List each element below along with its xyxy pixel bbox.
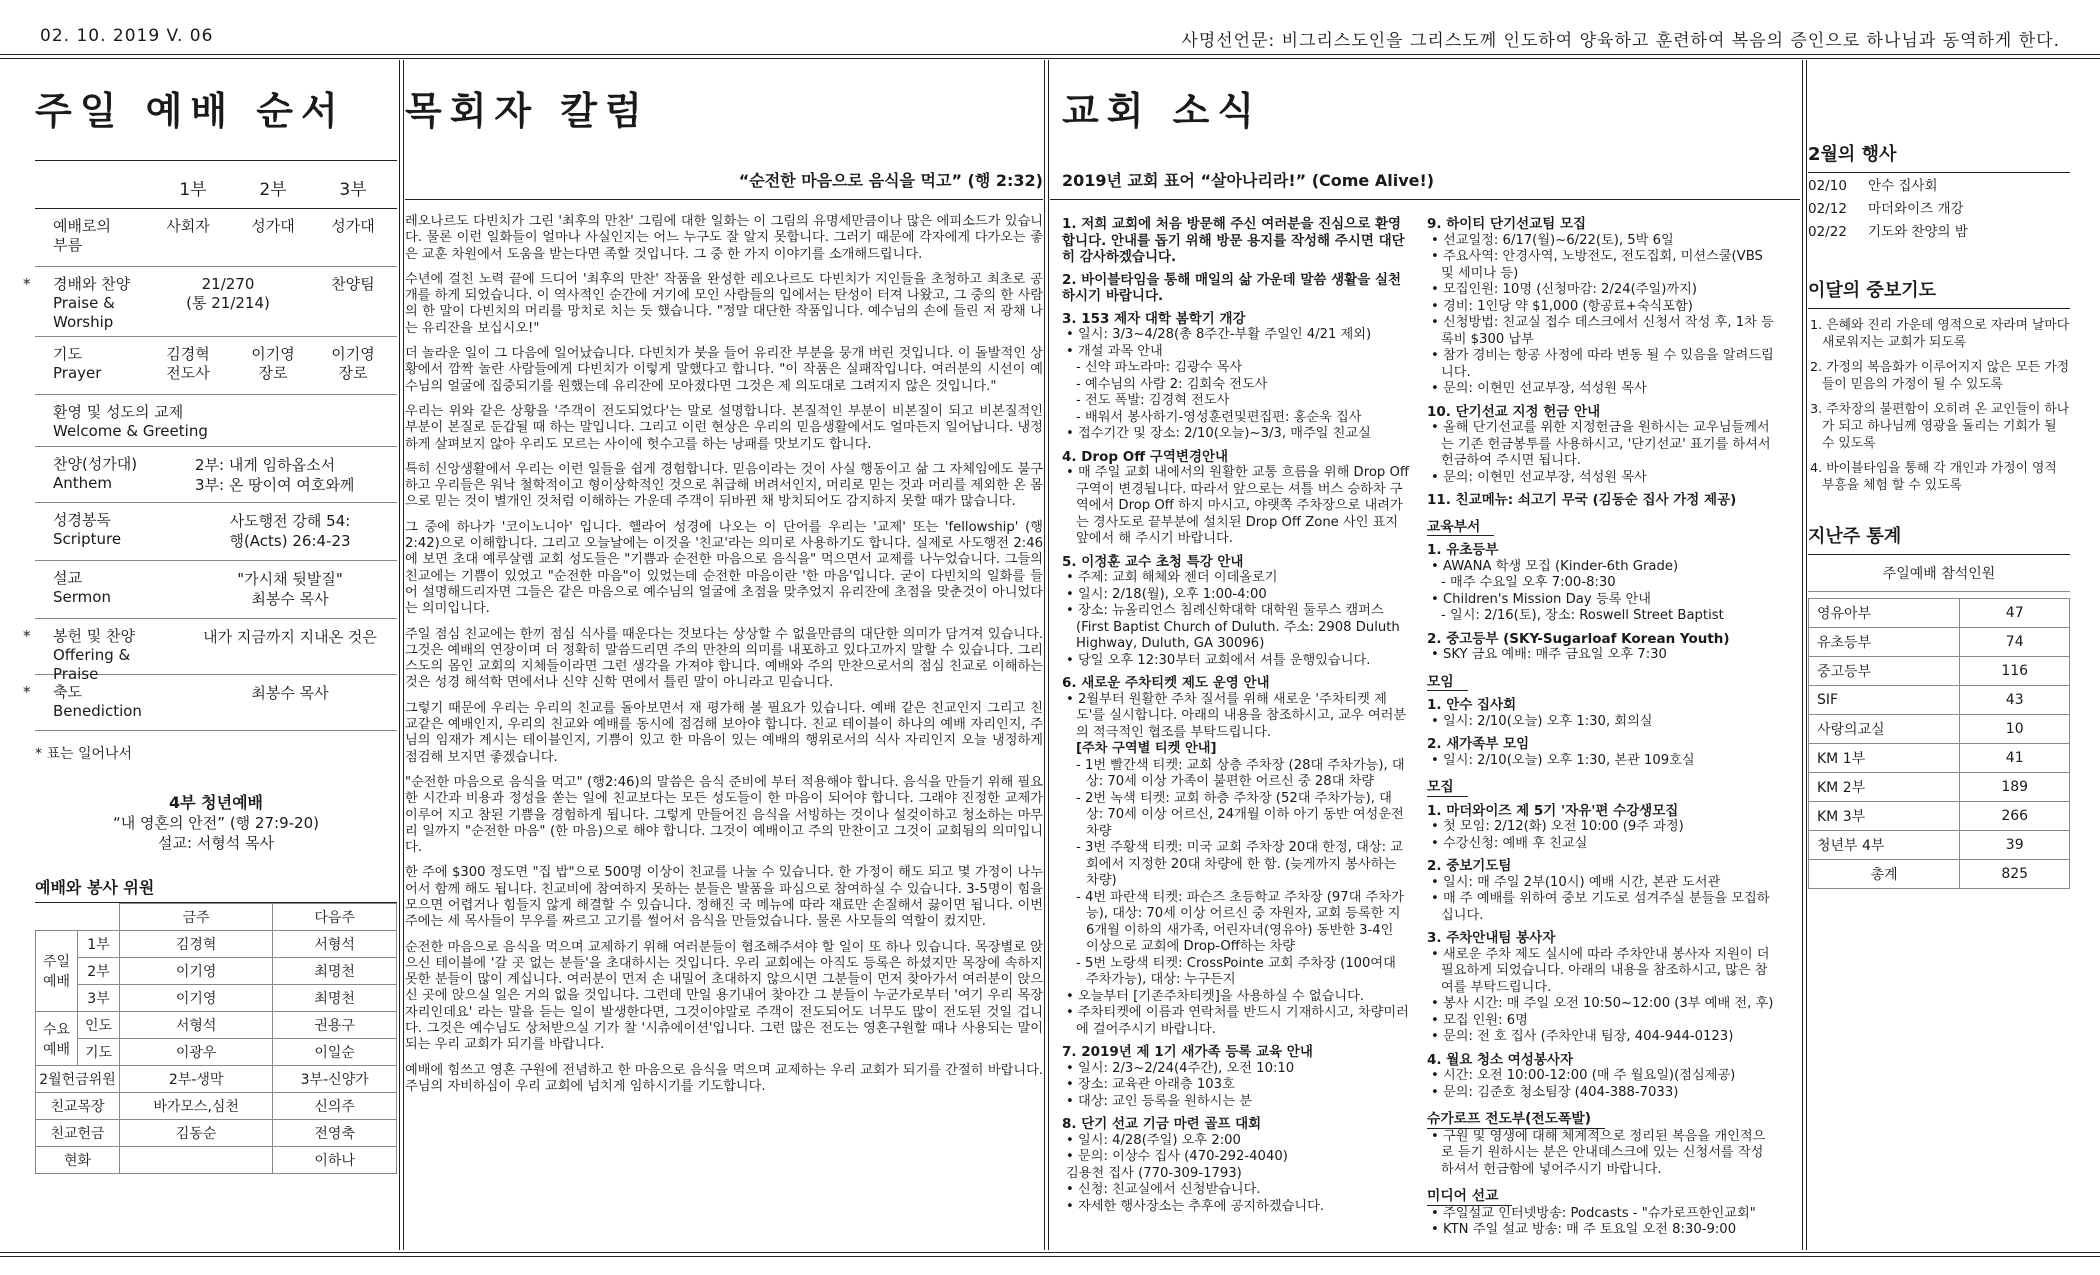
worship-item-name: 기도 Prayer — [53, 345, 102, 382]
news-bullet: • 참가 경비는 항공 사정에 따라 변동 될 수 있음을 알려드립니다. — [1431, 348, 1774, 380]
event-name: 기도와 찬양의 밤 — [1868, 224, 1968, 240]
news-section-title: 슈가로프 전도부(전도폭발) — [1427, 1111, 1605, 1129]
news-bullet: - 3번 주황색 티켓: 미국 교회 주차장 20대 한정, 대상: 교회에서 지정한 20대 차량에 한 함. (늦게까지 봉사하는 차량) — [1076, 840, 1403, 888]
column-paragraph: 그 중에 하나가 '코이노니아' 입니다. 헬라어 성경에 나오는 이 단어를 우리는 '교제' 또는 'fellowship' (행 2:42)으로 이해합니다. 그리고 오늘날에는 이것을 '친교'라는 의미로 사용하기도 합니다. 실제로 사도행전 2:46에 보면 초대 예루살렘 교회 성도들은 "기쁨과 순전한 마음으로 음식을" 먹으면서 교제를 나누었습니다. 그들의 친교에는 기쁨이 있었고 "순전한 마음"이 있었는데 순전한 마음이란 '한 마음'입니다. 굳이 다빈치의 일화를 들어 설명해드리자면 그들은 같은 마음으로 예수님의 얼굴에 초점을 맞추었지 유리잔에 초점을 맞춘것이 아니었다는 의미입니다. — [405, 519, 1043, 617]
worship-leader-1: 사회자 — [166, 217, 210, 235]
worship-title: 주일 예배 순서 — [35, 89, 346, 133]
news-bullet: • 오늘부터 [기존주차티켓]을 사용하실 수 없습니다. — [1066, 988, 1365, 1004]
worship-leader-2: 성가대 — [251, 217, 295, 235]
column-paragraph: 수년에 걸친 노력 끝에 드디어 '최후의 만찬' 작품을 완성한 레오나르도 다빈치가 지인들을 초청하고 최초로 공개를 하게 되었습니다. 이 역사적인 순간에 거기에 모인 사람들의 입에서는 탄성이 터져 나왔고, 그 중의 한 사람의 한 말이 다빈치의 머리를 망치로 치는 듯 했습니다. "정말 대단한 작품입니다. 예수님의 손에 들린 저 광채 나는 유리잔을 보십시오!" — [405, 271, 1043, 336]
news-bullet: • 올해 단기선교를 위한 지정헌금을 원하시는 교우님들께서는 기존 헌금봉투를 사용하시고, '단기선교' 표기를 하셔서 헌금하여 주시면 됩니다. — [1431, 420, 1771, 468]
staff-this-week: 김동순 — [120, 1120, 273, 1147]
news-bullet: • AWANA 학생 모집 (Kinder-6th Grade) — [1431, 558, 1679, 574]
news-bullet: - 배워서 봉사하기-영성훈련및편집편: 홍순욱 집사 — [1076, 409, 1362, 425]
youth-preacher: 설교: 서형석 목사 — [157, 834, 275, 852]
staff-next-week: 최명천 — [273, 958, 397, 985]
news-bullet: • 일시: 2/10(오늘) 오후 1:30, 회의실 — [1431, 713, 1653, 729]
news-bullet: • 주일설교 인터넷방송: Podcasts - "슈가로프한인교회" — [1431, 1205, 1756, 1221]
staff-next-week: 최명천 — [273, 985, 397, 1012]
news-bullet: • 장소: 뉴올리언스 침례신학대학 대학원 둘루스 캠퍼스 (First Baptist Church of Duluth. 주소: 2908 Duluth Highway, Duluth, GA 30096) — [1066, 603, 1400, 651]
worship-item-detail: 2부: 내게 임하옵소서 3부: 온 땅이여 여호와께 — [195, 456, 355, 494]
news-item-title: 1. 유초등부 — [1427, 542, 1499, 558]
header-rule — [0, 58, 2100, 59]
news-item-title: 1. 마더와이즈 제 5기 '자유'편 수강생모집 — [1427, 802, 1679, 819]
stats-value: 116 — [1960, 657, 2070, 686]
worship-row — [23, 675, 397, 731]
worship-rows — [23, 209, 397, 731]
staff-this-week: 2부-생막 — [120, 1066, 273, 1093]
events-title: 2월의 행사 — [1808, 140, 2070, 173]
stats-label: 총계 — [1809, 860, 1960, 889]
pastor-column — [405, 60, 1043, 1250]
issue-date: 02. 10. 2019 V. 06 — [40, 26, 214, 46]
column-paragraph: 레오나르도 다빈치가 그린 '최후의 만찬' 그림에 대한 일화는 이 그림의 유명세만큼이나 많은 에피소드가 있습니다. 물론 이런 일화들이 얼마나 사실인지는 어느 누구도 잘 알지 못합니다. 그러기 때문에 각자에게 다가오는 좋은 교훈 차원에서 도움을 받는다면 족할 것입니다. 그 중 한 가지 이야기를 소개해드립니다. — [405, 214, 1043, 262]
staff-group: 수요 예배 — [36, 1012, 78, 1066]
news-bullet: • 당일 오후 12:30부터 교회에서 셔틀 운행있습니다. — [1066, 652, 1371, 668]
news-bullet: • 첫 모임: 2/12(화) 오전 10:00 (9주 과정) — [1431, 819, 1684, 834]
worship-row — [23, 619, 397, 683]
worship-leader-3: 성가대 — [331, 217, 375, 235]
mission-statement: 사명선언문: 비그리스도인을 그리스도께 인도하여 양육하고 훈련하여 복음의 증인으로 하나님과 동역하게 한다. — [1181, 31, 2060, 51]
worship-item-name: 환영 및 성도의 교제 Welcome & Greeting — [53, 403, 208, 440]
news-item-title: 9. 하이티 단기선교팀 모집 — [1427, 216, 1587, 232]
stats-value: 266 — [1960, 802, 2070, 831]
staff-header-blank — [36, 904, 78, 931]
news-item-title: 4. 월요 청소 여성봉사자 — [1427, 1051, 1573, 1068]
news-item-title: 2. 새가족부 모임 — [1427, 736, 1530, 752]
standing-marker: * — [23, 683, 31, 701]
worship-item-name: 찬양(성가대) Anthem — [53, 455, 138, 492]
news-subheading: [주차 구역별 티켓 안내] — [1076, 741, 1217, 756]
news-bullet: • 주제: 교회 해체와 젠더 이데올로기 — [1066, 570, 1278, 585]
prayer-item: 4. 바이블타임을 통해 각 개인과 가정이 영적 부흥을 체험 할 수 있도록 — [1810, 461, 2057, 493]
stats-table — [1808, 598, 2070, 889]
news-title: 교회 소식 — [1062, 89, 1263, 133]
header-bar — [0, 0, 2100, 50]
youth-title: 4부 청년예배 — [169, 793, 263, 812]
column-paragraph: 주일 점심 친교에는 한끼 점심 식사를 때운다는 것보다는 상상할 수 없을만큼의 대단한 의미가 담겨져 있습니다. 그것은 예배의 연장이며 더 정확히 말씀드리면 주의 만찬의 의미를 내포하고 있다고까지 말할 수 있습니다. 그리스도의 몸인 교회의 지체들이라면 그런 생각을 가져야 합니다. 예배와 주의 만찬으로서의 점심 친교로 이해하는 것은 성경 해석학 면에서나 신약 신학 면에서 틀린 말이 아니라고 믿습니다. — [405, 626, 1043, 691]
staff-next-week: 신의주 — [273, 1093, 397, 1120]
news-bullet: - 신약 파노라마: 김광수 목사 — [1076, 360, 1243, 375]
worship-item-detail: "가시채 뒷발질" 최봉수 목사 — [237, 570, 343, 608]
standing-marker: * — [23, 627, 31, 645]
column-paragraph: 우리는 위와 같은 상황을 '주객이 전도되었다'는 말로 설명합니다. 본질적인 부분이 비본질이 되고 비본질적인 부분이 본질로 둔갑될 때 하는 말입니다. 그리고 이런 현상은 우리의 믿음생활에서도 얼마든지 일어납니다. 냉정하게 살펴보지 않아 우리도 모르는 사이에 헛수고를 하는 낭패를 맛보기도 합니다. — [405, 403, 1043, 452]
youth-sermon-title: “내 영혼의 안전” (행 27:9-20) — [113, 814, 319, 832]
worship-row — [35, 561, 397, 619]
news-bullet: • 주차티켓에 이름과 연락처를 반드시 기재하시고, 차량미러에 걸어주시기 바랍니다. — [1066, 1005, 1409, 1037]
staff-row — [36, 1147, 397, 1174]
prayer-item: 1. 은혜와 진리 가운데 영적으로 자라며 날마다 새로워지는 교회가 되도록 — [1810, 318, 2070, 350]
staff-this-week: 서형석 — [120, 1012, 273, 1039]
header-rule — [0, 54, 2100, 55]
worship-hymn: 21/270 (통 21/214) — [186, 275, 270, 312]
news-item-title: 3. 주차안내팀 봉사자 — [1427, 930, 1556, 946]
event-name: 안수 집사회 — [1868, 178, 1938, 194]
column-body — [405, 200, 1043, 1095]
standing-marker: * — [23, 275, 31, 293]
staff-sub: 2부 — [78, 958, 120, 985]
news-bullet: • 문의: 김준호 청소팀장 (404-388-7033) — [1431, 1084, 1679, 1100]
worship-item-name: 예배로의 부름 — [53, 217, 111, 254]
staff-row — [36, 985, 397, 1012]
stats-row — [1809, 860, 2070, 889]
news-item-title: 1. 저희 교회에 처음 방문해 주신 여러분을 진심으로 환영합니다. 안내를 돕기 위해 방문 용지를 작성해 주시면 대단히 감사하겠습니다. — [1062, 216, 1405, 265]
news-bullet: • 모집 인원: 6명 — [1431, 1012, 1528, 1028]
news-bullet: - 매주 수요일 오후 7:00-8:30 — [1441, 575, 1616, 590]
stats-value: 10 — [1960, 715, 2070, 744]
staff-header-cell: 다음주 — [273, 904, 397, 931]
news-bullet: • Children's Mission Day 등록 안내 — [1431, 591, 1651, 607]
news-item-title: 2. 바이블타임을 통해 매일의 삶 가운데 말씀 생활을 실천하시기 바랍니다. — [1062, 271, 1402, 304]
news-section-title: 교육부서 — [1427, 519, 1494, 537]
news-bullet: • 봉사 시간: 매 주일 오전 10:50~12:00 (3부 예배 전, 후) — [1431, 996, 1774, 1011]
stats-row — [1809, 802, 2070, 831]
news-item-title: 5. 이정훈 교수 초청 특강 안내 — [1062, 553, 1244, 570]
staff-row — [36, 931, 397, 958]
worship-order-column — [23, 60, 397, 1250]
column-paragraph: 특히 신앙생활에서 우리는 이런 일들을 쉽게 경험합니다. 믿음이라는 것이 사실 행동이고 삶 그 자체임에도 불구하고 우리들은 워낙 철학적이고 형이상학적인 것으로 취급해 버려서인지, 머리로 믿는 것과 머리를 제외한 온 몸으로 믿는 것이 별개인 것처럼 이해하는 가운데 주객이 뒤바뀐 채 방치되어도 감지하지 못할 때가 많습니다. — [405, 461, 1043, 510]
event-row — [1808, 196, 2070, 219]
stats-label: 유초등부 — [1809, 628, 1960, 657]
stats-label: 영유아부 — [1809, 599, 1960, 628]
news-section-title: 모집 — [1427, 779, 1468, 797]
stats-row — [1809, 628, 2070, 657]
worship-leader-3: 찬양팀 — [331, 275, 375, 293]
stats-row — [1809, 686, 2070, 715]
stats-label: 청년부 4부 — [1809, 831, 1960, 860]
news-item-title: 7. 2019년 제 1기 새가족 등록 교육 안내 — [1062, 1044, 1313, 1060]
footer-rule — [0, 1256, 2100, 1257]
column-title: 목회자 칼럼 — [405, 89, 650, 133]
worship-leader-2: 이기영 장로 — [251, 345, 295, 382]
event-date: 02/22 — [1808, 224, 1847, 240]
column-paragraph: 예배에 힘쓰고 영혼 구원에 전념하고 한 마음으로 음식을 먹으며 교제하는 우리 교회가 되기를 간절히 바랍니다. 주님의 자비하심이 우리 교회에 넘치게 임하시기를 기도합니다. — [405, 1062, 1043, 1094]
staff-sub: 1부 — [78, 931, 120, 958]
news-item-title: 1. 안수 집사회 — [1427, 697, 1517, 713]
column-subtitle: “순전한 마음으로 음식을 먹고” (행 2:32) — [738, 171, 1043, 190]
news-bullet: - 전도 폭발: 김경혁 전도사 — [1076, 393, 1230, 408]
worship-leader-1: 김경혁 전도사 — [166, 345, 210, 382]
event-row — [1808, 219, 2070, 242]
sidebar-column — [1808, 60, 2070, 1250]
stats-label: KM 2부 — [1809, 773, 1960, 802]
news-bullet: • 일시: 2/18(월), 오후 1:00-4:00 — [1066, 586, 1267, 602]
stats-label: KM 3부 — [1809, 802, 1960, 831]
news-item-title: 6. 새로운 주차티켓 제도 운영 안내 — [1062, 675, 1270, 691]
staff-row — [36, 1120, 397, 1147]
news-bullet: • 문의: 이상수 집사 (470-292-4040) — [1066, 1149, 1288, 1164]
news-bullet: • SKY 금요 예배: 매주 금요일 오후 7:30 — [1431, 647, 1667, 662]
news-bullet: • 문의: 전 호 집사 (주차안내 팀장, 404-944-0123) — [1431, 1029, 1734, 1044]
news-body — [1050, 200, 1800, 1239]
staff-this-week: 이광우 — [120, 1039, 273, 1066]
event-row — [1808, 173, 2070, 196]
staff-sub: 인도 — [78, 1012, 120, 1039]
staff-next-week: 이일순 — [273, 1039, 397, 1066]
news-bullet: • 경비: 1인당 약 $1,000 (항공료+숙식포함) — [1431, 298, 1693, 314]
staff-next-week: 권용구 — [273, 1012, 397, 1039]
worship-item-name: 경배와 찬양 Praise & Worship — [53, 275, 131, 331]
news-bullet: • 신청방법: 친교실 접수 데스크에서 신청서 작성 후, 1차 등록비 $300 납부 — [1431, 315, 1774, 347]
worship-row — [23, 267, 397, 337]
worship-row — [35, 503, 397, 561]
stats-label: 중고등부 — [1809, 657, 1960, 686]
stats-subtitle: 주일예배 참석인원 — [1808, 555, 2070, 592]
stats-row — [1809, 773, 2070, 802]
news-bullet: - 1번 빨간색 티켓: 교회 상층 주차장 (28대 주차가능), 대상: 70세 이상 가족이 불편한 어르신 중 28대 차량 — [1076, 757, 1405, 789]
news-bullet: • 수강신청: 예배 후 친교실 — [1431, 835, 1588, 851]
prayer-list — [1808, 317, 2070, 494]
news-bullet: • 새로운 주차 제도 실시에 따라 주차안내 봉사자 지원이 더 필요하게 되었습니다. 아래의 내용을 참조하시고, 많은 참여를 부탁드립니다. — [1431, 946, 1770, 995]
news-bullet: • 매 주일 교회 내에서의 원활한 교통 흐름을 위해 Drop Off 구역이 변경됩니다. 따라서 앞으로는 셔틀 버스 승하차 구역에서 Drop Off 하지 마시고, 야랫쪽 주차장으로 내려가는 경사도로 끝부분에 설치된 Drop Off Zone 사인 표지 앞에서 해 주시기 바랍니다. — [1066, 465, 1409, 546]
column-paragraph: "순전한 마음으로 음식을 먹고" (행2:46)의 말씀은 음식 준비에 부터 적용해야 합니다. 음식을 만들기 위해 필요한 시간과 비용과 정성을 쏟는 일에 친교보다는 모든 성도들이 한 마음이 되어야 합니다. 그래야 진정한 교제가 이루어 지고 참된 기쁨을 경험하게 됩니다. 그렇게 만들어진 음식을 서빙하는 것이나 설겆이하고 청소하는 마무리 일까지 "순전한 마음" (한 마음)으로 해야 합니다. 그것이 예배이고 주의 만찬이고 그것이 교회됨의 의미입니다. — [405, 774, 1043, 856]
news-item-title: 8. 단기 선교 기금 마련 골프 대회 — [1062, 1116, 1262, 1132]
prayer-item: 3. 주차장의 불편함이 오히려 온 교인들이 하나가 되고 하나님께 영광을 돌리는 기회가 될 수 있도록 — [1810, 402, 2070, 451]
staff-header-blank — [78, 904, 120, 931]
news-bullet: - 2번 녹색 티켓: 교회 하층 주차장 (52대 주차가능), 대상: 70세 이상 어르신, 24개월 이하 아기 동반 여성운전 차량 — [1076, 790, 1404, 839]
stats-value: 39 — [1960, 831, 2070, 860]
stats-row — [1809, 715, 2070, 744]
column-paragraph: 더 놀라운 일이 그 다음에 일어났습니다. 다빈치가 붓을 들어 유리잔 부분을 뭉개 버린 것입니다. 이 돌발적인 상황에서 깜짝 놀란 사람들에게 다빈치가 이렇게 말했다고 합니다. "이 작품은 실패작입니다. 여러분의 시선이 예수님의 얼굴에 집중되기를 원했는데 유리잔에 모아졌다면 그것은 제 의도대로 그려지지 않은 것입니다." — [405, 346, 1043, 394]
news-bullet: • KTN 주일 설교 방송: 매 주 토요일 오전 8:30-9:00 — [1431, 1222, 1737, 1237]
news-item-title: 3. 153 제자 대학 봄학기 개강 — [1062, 310, 1246, 327]
youth-service — [35, 793, 397, 853]
news-bullet: • 매 주 예배를 위하여 중보 기도로 섬겨주실 분들을 모집하십니다. — [1431, 891, 1770, 923]
staff-header-cell: 금주 — [120, 904, 273, 931]
news-bullet: • 일시: 2/10(오늘) 오후 1:30, 본관 109호실 — [1431, 752, 1695, 768]
news-bullet: • 접수기간 및 장소: 2/10(오늘)~3/3, 매주일 친교실 — [1066, 426, 1371, 441]
worship-item-name: 성경봉독 Scripture — [53, 511, 122, 548]
news-item-title: 2. 중고등부 (SKY-Sugarloaf Korean Youth) — [1427, 630, 1730, 647]
news-bullet: • 선교일정: 6/17(월)~6/22(토), 5박 6일 — [1431, 232, 1674, 248]
news-bullet: • 개설 과목 안내 — [1066, 343, 1163, 359]
staff-this-week: 이기영 — [120, 958, 273, 985]
column-paragraph: 한 주에 $300 정도면 "집 밥"으로 500명 이상이 친교를 나눌 수 있습니다. 한 가정이 해도 되고 몇 가정이 나누어서 함께 해도 됩니다. 친교비에 참여하지 못하는 분들은 발품을 파심으로 참여하실 수 있습니다. 3-5명이 힘을 모으면 어렵거나 힘들지 않게 해결할 수 있습니다. 정해진 국 메뉴에 따라 재료만 손질해서 끓이면 됩니다. 이번 주에는 세 목사들이 무우를 짜르고 고기를 썰어서 음식을 만들었습니다. 물론 사모들의 역할이 컸지만. — [405, 865, 1043, 930]
worship-item-name: 설교 Sermon — [53, 569, 111, 606]
news-bullet: • 자세한 행사장소는 추후에 공지하겠습니다. — [1066, 1198, 1325, 1214]
news-bullet: • 대상: 교인 등록을 원하시는 분 — [1066, 1093, 1253, 1109]
column-divider — [1044, 60, 1049, 1250]
worship-item-name: 봉헌 및 찬양 Offering & Praise — [53, 627, 135, 683]
staff-this-week: 김경혁 — [120, 931, 273, 958]
stats-row — [1809, 831, 2070, 860]
column-divider — [1802, 60, 1807, 1250]
column-divider — [399, 60, 404, 1250]
stats-row — [1809, 744, 2070, 773]
standing-note: * 표는 일어나서 — [35, 746, 133, 762]
staff-next-week: 서형석 — [273, 931, 397, 958]
stats-value: 189 — [1960, 773, 2070, 802]
footer-rule — [0, 1252, 2100, 1253]
stats-title: 지난주 통계 — [1808, 522, 2070, 555]
news-bullet: - 5번 노랑색 티켓: CrossPointe 교회 주차장 (100여대 주차가능), 대상: 누구든지 — [1076, 955, 1396, 987]
staff-role: 친교목장 — [36, 1093, 120, 1120]
news-section-title: 모임 — [1427, 674, 1468, 692]
worship-item-detail: 최봉수 목사 — [251, 684, 329, 702]
prayer-item: 2. 가정의 복음화가 이루어지지 않은 모든 가정들이 믿음의 가정이 될 수 있도록 — [1810, 360, 2070, 392]
worship-row — [35, 395, 397, 447]
news-bullet: • 문의: 이현민 선교부장, 석성원 목사 — [1431, 381, 1647, 396]
worship-item-name: 축도 Benediction — [53, 683, 142, 720]
news-item-title: 10. 단기선교 지정 헌금 안내 — [1427, 403, 1601, 420]
worship-item-detail: 사도행전 강해 54: 행(Acts) 26:4-23 — [229, 512, 351, 550]
staff-sub: 기도 — [78, 1039, 120, 1066]
staff-this-week — [120, 1147, 273, 1174]
news-bullet: • 구원 및 영생에 대해 체계적으로 정리된 복음을 개인적으로 듣기 원하시는 분은 안내데스크에 있는 신청서를 작성하셔서 헌금함에 넣어주시기 바랍니다. — [1431, 1128, 1766, 1177]
news-bullet: • 일시: 매 주일 2부(10시) 예배 시간, 본관 도서관 — [1431, 874, 1721, 890]
worship-item-detail: 내가 지금까지 지내온 것은 — [203, 628, 377, 646]
church-theme: 2019년 교회 표어 “살아나리라!” (Come Alive!) — [1062, 171, 1435, 190]
staff-row — [36, 958, 397, 985]
news-bullet: • 2월부터 원활한 주차 질서를 위해 새로운 '주차티켓 제도'를 실시합니다. 아래의 내용을 참조하시고, 교우 여러분의 적극적인 협조를 부탁드립니다. — [1066, 691, 1407, 740]
news-bullet: • 주요사역: 안경사역, 노방전도, 전도집회, 미션스쿨(VBS 및 세미나 등) — [1431, 249, 1763, 281]
news-bullet: • 일시: 2/3~2/24(4주간), 오전 10:10 — [1066, 1060, 1295, 1076]
staff-this-week: 이기영 — [120, 985, 273, 1012]
staff-this-week: 바가모스,심천 — [120, 1093, 273, 1120]
column-paragraph: 그렇기 때문에 우리는 우리의 친교를 돌아보면서 재 평가해 볼 필요가 있습니다. 예배 같은 친교인지 그리고 친교같은 예배인지, 우리의 친교와 예배를 동시에 점검해 보아야 합니다. 친교 테이블이 하나의 예배 자리인지, 주님의 임재가 계시는 테이블인지, 기쁨이 있고 한 마음이 있는 예배의 행위로서의 식사 자리인지 오늘 냉정하게 점검해 보지면 좋겠습니다. — [405, 700, 1043, 765]
staff-row — [36, 1039, 397, 1066]
staff-table — [35, 903, 397, 1174]
staff-next-week: 전영축 — [273, 1120, 397, 1147]
service-col-3: 3부 — [339, 180, 367, 200]
stats-row — [1809, 657, 2070, 686]
staff-role: 2월헌금위원 — [36, 1066, 120, 1093]
staff-sub: 3부 — [78, 985, 120, 1012]
news-item-title: 4. Drop Off 구역변경안내 — [1062, 448, 1229, 465]
stats-value: 41 — [1960, 744, 2070, 773]
staff-group: 주일 예배 — [36, 931, 78, 1012]
stats-label: KM 1부 — [1809, 744, 1960, 773]
stats-value: 74 — [1960, 628, 2070, 657]
news-bullet: • 일시: 3/3~4/28(총 8주간-부활 주일인 4/21 제외) — [1066, 327, 1372, 342]
event-date: 02/10 — [1808, 178, 1847, 194]
worship-row — [35, 337, 397, 395]
worship-leader-3: 이기영 장로 — [331, 345, 375, 382]
news-item-title: 11. 친교메뉴: 쇠고기 무국 (김동순 집사 가정 제공) — [1427, 492, 1737, 508]
stats-label: SIF — [1809, 686, 1960, 715]
news-bullet: • 모집인원: 10명 (신청마감: 2/24(주일)까지) — [1431, 282, 1698, 297]
staff-row — [36, 1093, 397, 1120]
staff-title: 예배와 봉사 위원 — [35, 875, 397, 903]
news-left-column — [1050, 210, 1415, 1239]
staff-next-week: 이하나 — [273, 1147, 397, 1174]
service-col-1: 1부 — [179, 180, 207, 200]
stats-label: 사랑의교실 — [1809, 715, 1960, 744]
staff-role: 현화 — [36, 1147, 120, 1174]
news-bullet: • 문의: 이현민 선교부장, 석성원 목사 — [1431, 469, 1647, 485]
events-list — [1808, 173, 2070, 242]
staff-role: 친교헌금 — [36, 1120, 120, 1147]
service-columns-header — [35, 161, 397, 208]
staff-row — [36, 1012, 397, 1039]
staff-row — [36, 1066, 397, 1093]
news-bullet: - 4번 파란색 티켓: 파슨즈 초등학교 주차장 (97대 주차가능), 대상: 70세 이상 어르신 중 자원자, 교회 등록한 지 6개월 이하의 새가족, 어린자녀(영유아) 동반한 3-4인 이상으로 교회에 Drop-Off하는 차량 — [1076, 889, 1404, 954]
prayer-title: 이달의 중보기도 — [1808, 276, 2070, 309]
news-bullet: • 시간: 오전 10:00-12:00 (매 주 월요일)(점심제공) — [1431, 1068, 1736, 1083]
column-paragraph: 순전한 마음으로 음식을 먹으며 교제하기 위해 여러분들이 협조해주셔야 할 일이 또 하나 있습니다. 목장별로 앉으신 테이블에 '갈 곳 없는 분들'을 초대하시는 것입니다. 우리 교회에는 아직도 등록은 하셨지만 목장에 속하지 못한 분들이 많이 계십니다. 여러분이 먼저 손 내밀어 초대하지 않으시면 그분들이 먼저 찾아가서 여러분이 앉으신 곳에 앉으실 일은 거의 없을 것입니다. 그런데 만일 용기내어 찾아간 그 분들이 누군가로부터 '여기 우리 목장 자리인데요' 라는 말을 듣는 일이 발생한다면, 그것이야말로 주객이 전도되어도 너무도 많이 전도된 것일 겁니다. 그것은 예수님도 상처받으실 기가 찰 '시츄에이션'입니다. 그런 많은 전도는 영혼구원할 때나 사용되는 말이 되는 우리 교회가 되기를 바랍니다. — [405, 939, 1043, 1053]
staff-header-row — [36, 904, 397, 931]
stats-value: 43 — [1960, 686, 2070, 715]
stats-value: 825 — [1960, 860, 2070, 889]
church-news-column — [1050, 60, 1800, 1250]
news-bullet: - 예수님의 사람 2: 김회숙 전도사 — [1076, 376, 1268, 392]
news-bullet: - 일시: 2/16(토), 장소: Roswell Street Baptist — [1441, 608, 1724, 623]
news-item-title: 2. 중보기도팀 — [1427, 858, 1512, 874]
event-date: 02/12 — [1808, 201, 1847, 217]
event-name: 마더와이즈 개강 — [1868, 201, 1964, 217]
news-bullet: • 장소: 교육관 아래층 103호 — [1066, 1077, 1235, 1092]
staff-next-week: 3부-신양가 — [273, 1066, 397, 1093]
news-bullet: 김용천 집사 (770-309-1793) — [1066, 1165, 1242, 1181]
news-section-title: 미디어 선교 — [1427, 1188, 1512, 1206]
worship-row — [35, 447, 397, 503]
news-bullet: • 신청: 친교실에서 신청받습니다. — [1066, 1182, 1261, 1197]
service-col-2: 2부 — [259, 180, 287, 200]
worship-row — [35, 209, 397, 267]
news-right-column — [1415, 210, 1780, 1239]
stats-row — [1809, 599, 2070, 628]
news-bullet: • 일시: 4/28(주일) 오후 2:00 — [1066, 1132, 1241, 1148]
stats-value: 47 — [1960, 599, 2070, 628]
